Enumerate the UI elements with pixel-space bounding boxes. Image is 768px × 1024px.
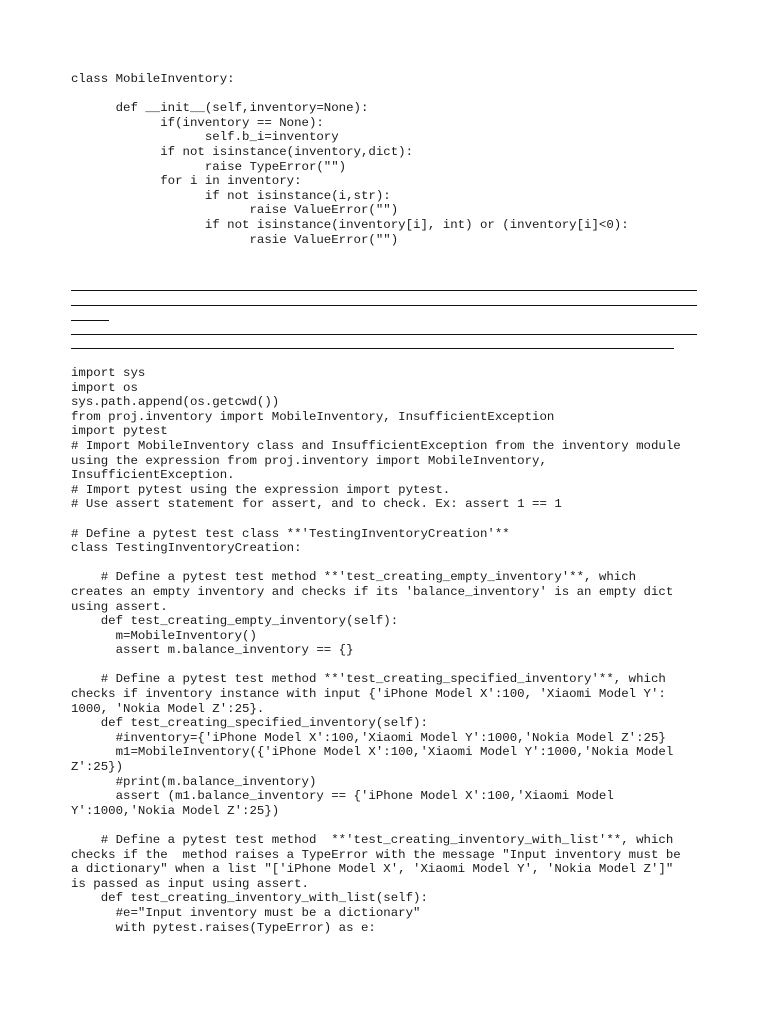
- code-line: m=MobileInventory(): [71, 628, 257, 643]
- code-line: # Use assert statement for assert, and to check. Ex: assert 1 == 1: [71, 497, 562, 512]
- code-line: def test_creating_empty_inventory(self):: [71, 614, 399, 629]
- code-line: assert (m1.balance_inventory == {'iPhone Model X':100,'Xiaomi Model: [71, 789, 614, 804]
- code-line: if(inventory == None):: [71, 115, 324, 130]
- code-line: #inventory={'iPhone Model X':100,'Xiaomi Model Y':1000,'Nokia Model Z':25}: [71, 730, 666, 745]
- code-line: # Define a pytest test class **'TestingInventoryCreation'**: [71, 526, 510, 541]
- code-line: import sys: [71, 366, 146, 380]
- code-line: # Define a pytest test method **'test_creating_specified_inventory'**, which: [71, 672, 666, 687]
- code-line: m1=MobileInventory({'iPhone Model X':100,'Xiaomi Model Y':1000,'Nokia Model: [71, 745, 674, 760]
- code-line: is passed as input using assert.: [71, 876, 309, 891]
- code-line: with pytest.raises(TypeError) as e:: [71, 920, 376, 935]
- code-line: # Define a pytest test method **'test_creating_inventory_with_list'**, which: [71, 833, 674, 847]
- code-line: [71, 658, 681, 673]
- code-line: Z':25}): [71, 760, 124, 775]
- code-line: import pytest: [71, 424, 168, 439]
- code-line: if not isinstance(i,str):: [71, 188, 391, 203]
- code-line: def __init__(self,inventory=None):: [71, 101, 369, 116]
- code-line: assert m.balance_inventory == {}: [71, 643, 354, 658]
- code-line: class MobileInventory:: [71, 72, 235, 86]
- code-line: [71, 512, 681, 527]
- code-line: self.b_i=inventory: [71, 130, 339, 145]
- code-line: for i in inventory:: [71, 174, 302, 189]
- code-line: checks if inventory instance with input {'iPhone Model X':100, 'Xiaomi Model Y':: [71, 687, 666, 702]
- code-line: [71, 556, 681, 571]
- code-line: InsufficientException.: [71, 468, 235, 483]
- code-line: def test_creating_specified_inventory(self):: [71, 716, 428, 731]
- separator-line: [71, 290, 697, 291]
- separator-line: [71, 320, 109, 321]
- code-line: #e="Input inventory must be a dictionary": [71, 905, 421, 920]
- code-line: from proj.inventory import MobileInventory, InsufficientException: [71, 409, 555, 424]
- separator-line: [71, 348, 674, 349]
- code-line: raise ValueError(""): [71, 203, 399, 218]
- code-line: a dictionary" when a list "['iPhone Model X', 'Xiaomi Model Y', 'Nokia Model Z']": [71, 862, 674, 877]
- code-line: creates an empty inventory and checks if its 'balance_inventory' is an empty dict: [71, 584, 674, 599]
- code-line: # Import MobileInventory class and InsufficientException from the inventory module: [71, 438, 681, 453]
- code-line: # Define a pytest test method **'test_creating_empty_inventory'**, which: [71, 570, 637, 585]
- code-line: if not isinstance(inventory[i], int) or (inventory[i]<0):: [71, 217, 629, 232]
- code-line: #print(m.balance_inventory): [71, 774, 317, 789]
- code-line: raise TypeError(""): [71, 159, 347, 174]
- code-line: 1000, 'Nokia Model Z':25}.: [71, 701, 265, 716]
- separator-line: [71, 334, 697, 335]
- code-line: rasie ValueError(""): [71, 232, 399, 247]
- code-line: checks if the method raises a TypeError with the message "Input inventory must be: [71, 847, 681, 862]
- separator-line: [71, 305, 697, 306]
- code-line: Y':1000,'Nokia Model Z':25}): [71, 803, 280, 818]
- code-line: def test_creating_inventory_with_list(self):: [71, 891, 428, 906]
- code-line: import os: [71, 380, 138, 395]
- code-line: class TestingInventoryCreation:: [71, 541, 302, 556]
- code-line: using the expression from proj.inventory import MobileInventory,: [71, 453, 547, 468]
- code-line: using assert.: [71, 599, 168, 614]
- code-line: # Import pytest using the expression import pytest.: [71, 482, 451, 497]
- pytest-test-code: [71, 366, 681, 935]
- code-line: [71, 818, 681, 833]
- code-line: [71, 87, 629, 102]
- code-line: sys.path.append(os.getcwd()): [71, 395, 280, 410]
- code-line: if not isinstance(inventory,dict):: [71, 144, 414, 159]
- mobile-inventory-class-code: [71, 72, 629, 247]
